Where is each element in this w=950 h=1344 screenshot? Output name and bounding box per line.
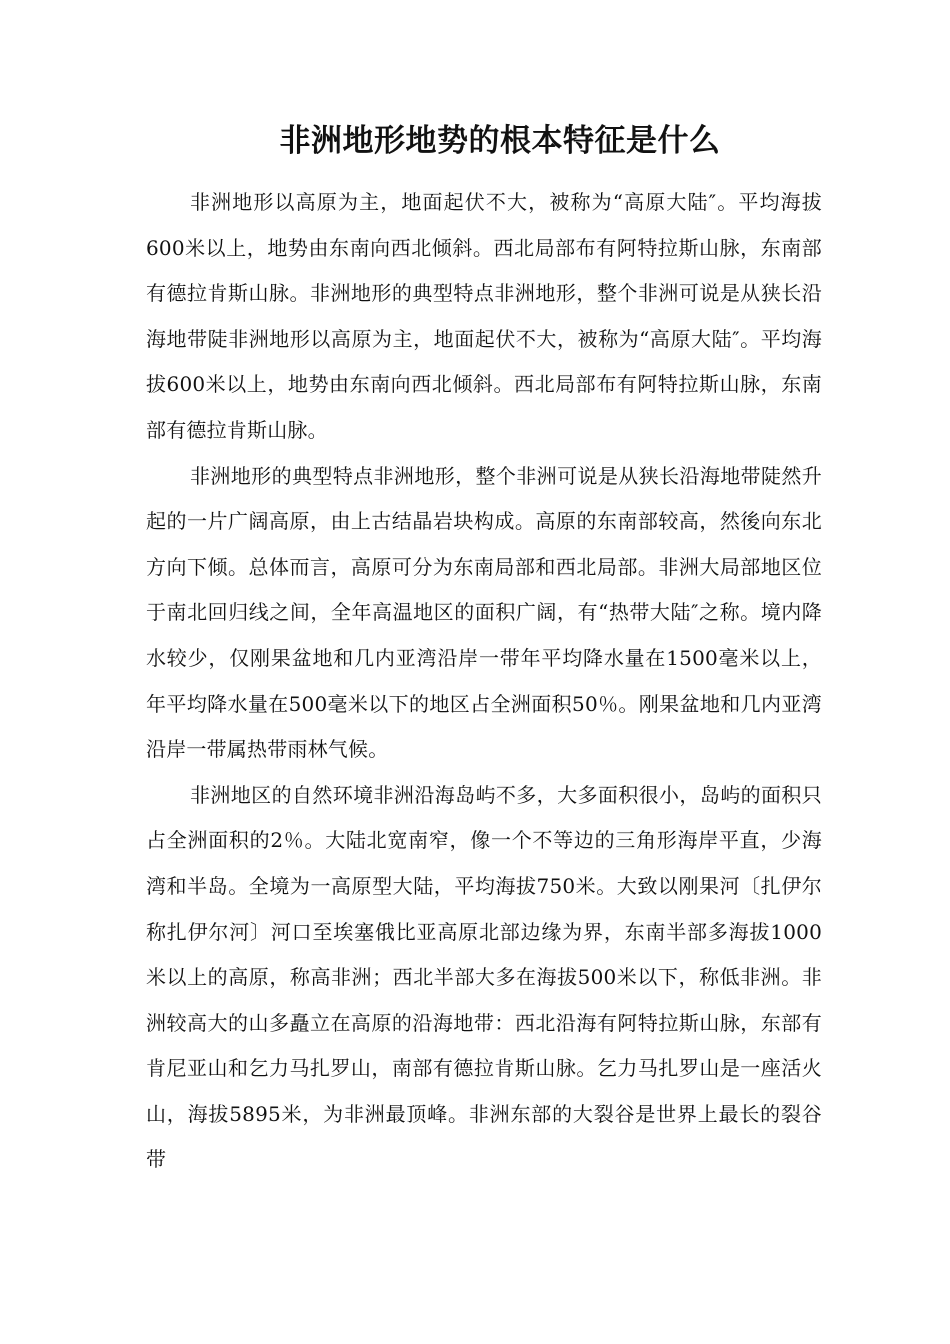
paragraph-1: 非洲地形以高原为主，地面起伏不大，被称为“高原大陆″。平均海拔600米以上，地势由东南向西北倾斜。西北局部布有阿特拉斯山脉，东南部有德拉肯斯山脉。非洲地形的典型特点非洲地形，整个非洲可说是从狭长沿海地带陡非洲地形以高原为主，地面起伏不大，被称为“高原大陆″。平均海拔600米以上，地势由东南向西北倾斜。西北局部布有阿特拉斯山脉，东南部有德拉肯斯山脉。 xyxy=(146,190,822,442)
document-title: 非洲地形地势的根本特征是什么 xyxy=(279,123,721,159)
paragraph-2: 非洲地形的典型特点非洲地形，整个非洲可说是从狭长沿海地带陡然升起的一片广阔高原，由上古结晶岩块构成。高原的东南部较高，然後向东北方向下倾。总体而言，高原可分为东南局部和西北局部。非洲大局部地区位于南北回归线之间，全年高温地区的面积广阔，有“热带大陆″之称。境内降水较少，仅刚果盆地和几内亚湾沿岸一带年平均降水量在1500毫米以上，年平均降水量在500毫米以下的地区占全洲面积50％。刚果盆地和几内亚湾沿岸一带属热带雨林气候。 xyxy=(146,463,822,762)
paragraph-3: 非洲地区的自然环境非洲沿海岛屿不多，大多面积很小，岛屿的面积只占全洲面积的2％。大陆北宽南窄，像一个不等边的三角形海岸平直，少海湾和半岛。全境为一高原型大陆，平均海拔750米。大致以刚果河〔扎伊尔称扎伊尔河〕河口至埃塞俄比亚高原北部边缘为界，东南半部多海拔1000米以上的高原，称高非洲；西北半部大多在海拔500米以下，称低非洲。非洲较高大的山多矗立在高原的沿海地带：西北沿海有阿特拉斯山脉，东部有肯尼亚山和乞力马扎罗山，南部有德拉肯斯山脉。乞力马扎罗山是一座活火山，海拔5895米，为非洲最顶峰。非洲东部的大裂谷是世界上最长的裂谷带 xyxy=(146,782,822,1172)
document-body xyxy=(146,180,822,1183)
